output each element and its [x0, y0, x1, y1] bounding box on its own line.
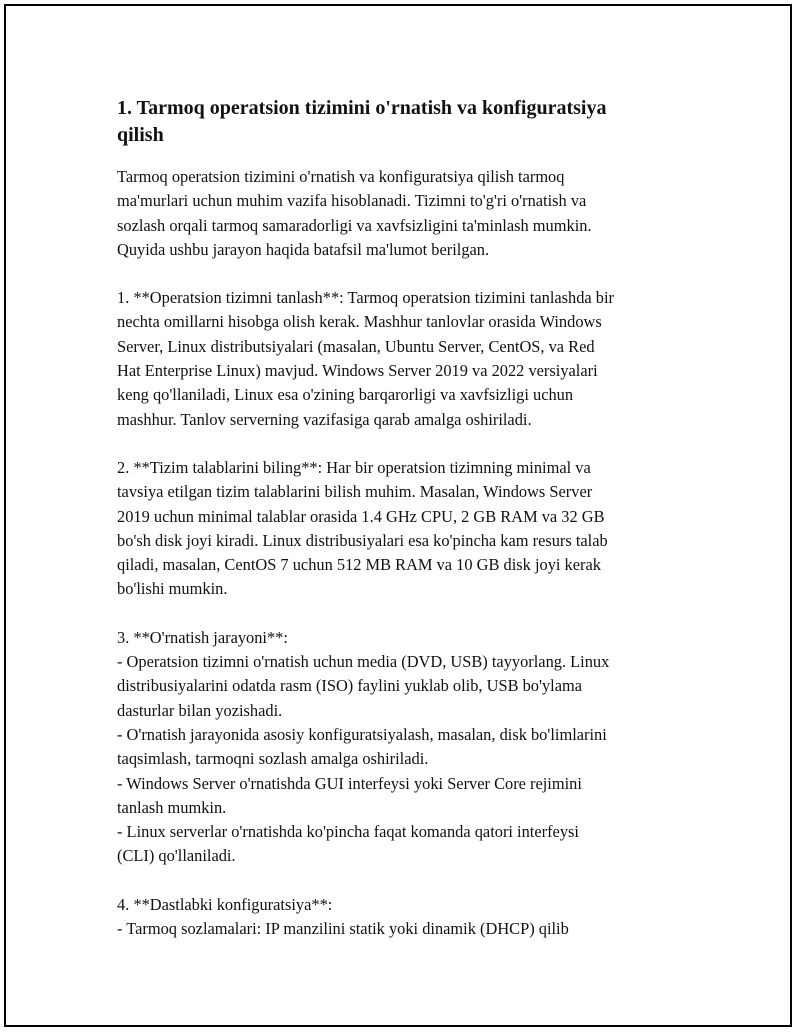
section-heading: 1. Tarmoq operatsion tizimini o'rnatish va konfiguratsiya qilish	[117, 97, 607, 146]
os-selection-paragraph: 1. **Operatsion tizimni tanlash**: Tarmoq operatsion tizimini tanlashda bir nechta omillarni hisobga olish kerak. Mashhur tanlovlar orasida Windows Server, Linux distributsiyalari (masalan, Ubuntu Server, CentOS, va Red Hat Enterprise Linux) mavjud. Windows Server 2019 va 2022 versiyalari keng qo'llaniladi, Linux esa o'zining barqarorligi va xavfsizligi uchun mashhur. Tanlov serverning vazifasiga qarab amalga oshiriladi.	[117, 288, 615, 429]
initial-configuration-paragraph: 4. **Dastlabki konfiguratsiya**: - Tarmoq sozlamalari: IP manzilini statik yoki dinamik (DHCP) qilib	[117, 894, 569, 939]
system-requirements-paragraph: 2. **Tizim talablarini biling**: Har bir operatsion tizimning minimal va tavsiya etilgan tizim talablarini bilish muhim. Masalan, Windows Server 2019 uchun minimal talablar orasida 1.4 GHz CPU, 2 GB RAM va 32 GB bo'sh disk joyi kiradi. Linux distribusiyalari esa ko'pincha kam resurs talab qiladi, masalan, CentOS 7 uchun 512 MB RAM va 10 GB disk joyi kerak bo'lishi mumkin.	[117, 457, 608, 599]
intro-paragraph: Tarmoq operatsion tizimini o'rnatish va konfiguratsiya qilish tarmoq ma'murlari uchun muhim vazifa hisoblanadi. Tizimni to'g'ri o'rnatish va sozlash orqali tarmoq samaradorligi va xavfsizligini ta'minlash mumkin. Quyida ushbu jarayon haqida batafsil ma'lumot berilgan.	[117, 167, 592, 259]
installation-process-paragraph: 3. **O'rnatish jarayoni**: - Operatsion tizimni o'rnatish uchun media (DVD, USB) tayyorlang. Linux distribusiyalarini odatda rasm (ISO) faylini yuklab olib, USB bo'ylama dasturlar bilan yozishadi. - O'rnatish jarayonida asosiy konfiguratsiyalash, masalan, disk bo'limlarini taqsimlash, tarmoqni sozlash amalga oshiriladi. - Windows Server o'rnatishda GUI interfeysi yoki Server Core rejimini tanlash mumkin. - Linux serverlar o'rnatishda ko'pincha faqat komanda qatori interfeysi (CLI) qo'llaniladi.	[117, 627, 610, 866]
document-body	[117, 95, 697, 965]
